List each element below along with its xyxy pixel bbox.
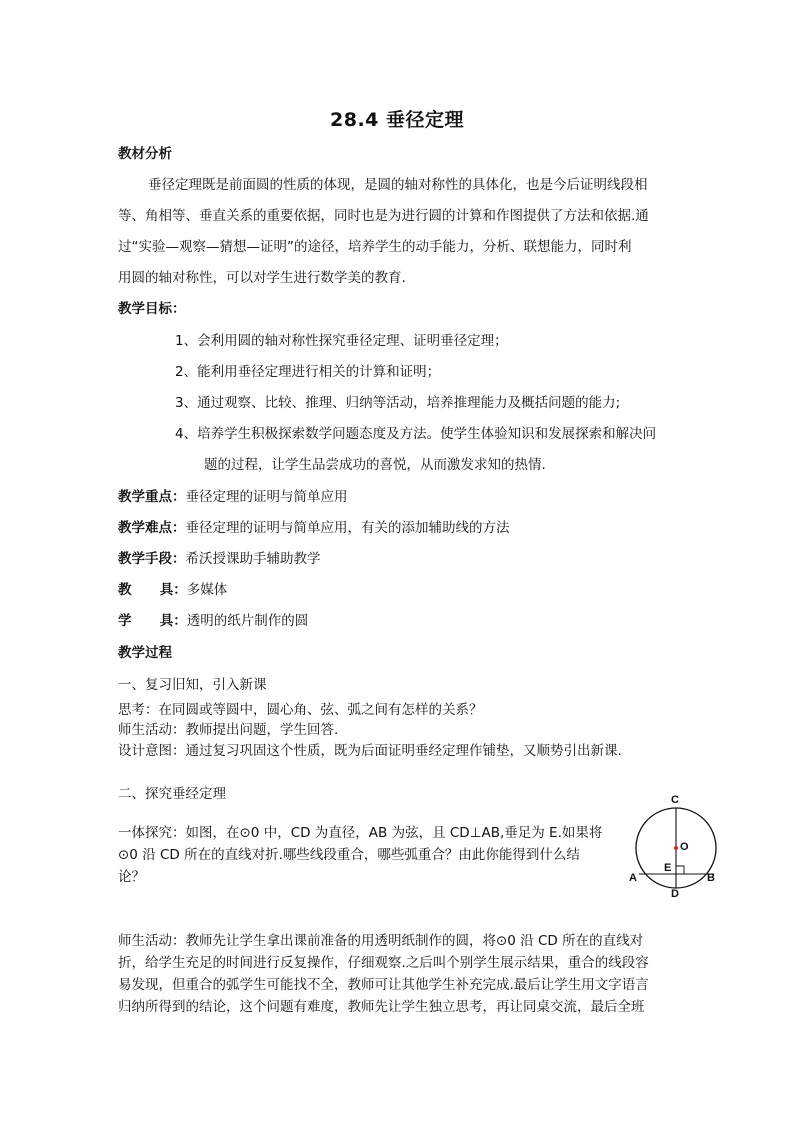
document-title: 28.4 垂径定理 bbox=[330, 109, 464, 131]
label-o: O bbox=[680, 841, 689, 853]
explore-line: 论？ bbox=[118, 869, 145, 885]
label-c: C bbox=[671, 794, 679, 806]
label-b: B bbox=[707, 872, 715, 884]
section2-title: 二、探究垂经定理 bbox=[118, 786, 226, 802]
learning-tools-label: 学 具： bbox=[118, 613, 187, 629]
method-row bbox=[118, 549, 321, 569]
teaching-tools-row bbox=[118, 580, 227, 600]
activity-line: 师生活动：教师先让学生拿出课前准备的用透明纸制作的圆，将⊙0 沿 CD 所在的直线对 bbox=[118, 933, 644, 949]
activity-line: 易发现，但重合的弧学生可能找不全，教师可让其他学生补充完成.最后让学生用文字语言 bbox=[118, 977, 649, 993]
goal-item: 3、通过观察、比较、推理、归纳等活动，培养推理能力及概括问题的能力; bbox=[175, 395, 621, 411]
section1-line: 设计意图：通过复习巩固这个性质，既为后面证明垂经定理作铺垫，又顺势引出新课. bbox=[118, 743, 622, 759]
section1-line: 师生活动：教师提出问题，学生回答. bbox=[118, 722, 339, 738]
key-point-value: 垂径定理的证明与简单应用 bbox=[185, 489, 348, 505]
section1-title: 一、复习旧知，引入新课 bbox=[118, 677, 267, 693]
difficulty-row bbox=[118, 518, 510, 538]
learning-tools-row bbox=[118, 611, 308, 631]
key-point-row bbox=[118, 487, 348, 507]
teaching-tools-label: 教 具： bbox=[118, 582, 187, 598]
difficulty-label: 教学难点： bbox=[118, 520, 186, 536]
circle-figure bbox=[625, 790, 725, 902]
difficulty-value: 垂径定理的证明与简单应用，有关的添加辅助线的方法 bbox=[185, 520, 510, 536]
analysis-line: 垂径定理既是前面圆的性质的体现，是圆的轴对称性的具体化，也是今后证明线段相 bbox=[148, 177, 648, 193]
method-label: 教学手段： bbox=[118, 551, 186, 567]
analysis-line: 等、角相等、垂直关系的重要依据，同时也是为进行圆的计算和作图提供了方法和依据.通 bbox=[118, 208, 649, 224]
process-heading: 教学过程 bbox=[118, 645, 172, 661]
activity-line: 折，给学生充足的时间进行反复操作，仔细观察.之后叫个别学生展示结果，重合的线段容 bbox=[118, 955, 649, 971]
goals-heading: 教学目标： bbox=[118, 301, 186, 317]
explore-line: 一体探究：如图，在⊙0 中，CD 为直径，AB 为弦，且 CD⊥AB,垂足为 E.如果将 bbox=[118, 825, 603, 841]
method-value: 希沃授课助手辅助教学 bbox=[185, 551, 321, 567]
analysis-heading: 教材分析 bbox=[118, 146, 172, 162]
goal-item-continued: 题的过程，让学生品尝成功的喜悦，从而激发求知的热情. bbox=[204, 457, 546, 473]
label-a: A bbox=[629, 872, 637, 884]
activity-line: 归纳所得到的结论，这个问题有难度，教师先让学生独立思考，再让同桌交流，最后全班 bbox=[118, 999, 645, 1015]
goal-item: 1、会利用圆的轴对称性探究垂径定理、证明垂径定理； bbox=[175, 333, 508, 349]
section1-line: 思考：在同圆或等圆中，圆心角、弦、弧之间有怎样的关系？ bbox=[118, 702, 483, 718]
analysis-line: 过“实验—观察—猜想—证明”的途径，培养学生的动手能力，分析、联想能力，同时利 bbox=[118, 239, 632, 255]
analysis-line: 用圆的轴对称性，可以对学生进行数学美的教育. bbox=[118, 270, 406, 286]
key-point-label: 教学重点： bbox=[118, 489, 186, 505]
learning-tools-value: 透明的纸片制作的圆 bbox=[186, 613, 309, 629]
goal-item: 2、能利用垂径定理进行相关的计算和证明； bbox=[175, 364, 441, 380]
label-e: E bbox=[664, 862, 672, 874]
explore-line: ⊙0 沿 CD 所在的直线对折.哪些线段重合，哪些弧重合？由此你能得到什么结 bbox=[118, 847, 580, 863]
right-angle-mark bbox=[676, 866, 684, 874]
goal-item: 4、培养学生积极探索数学问题态度及方法。使学生体验知识和发展探索和解决问 bbox=[175, 426, 657, 442]
teaching-tools-value: 多媒体 bbox=[186, 582, 228, 598]
center-point bbox=[674, 846, 678, 850]
label-d: D bbox=[671, 888, 679, 900]
